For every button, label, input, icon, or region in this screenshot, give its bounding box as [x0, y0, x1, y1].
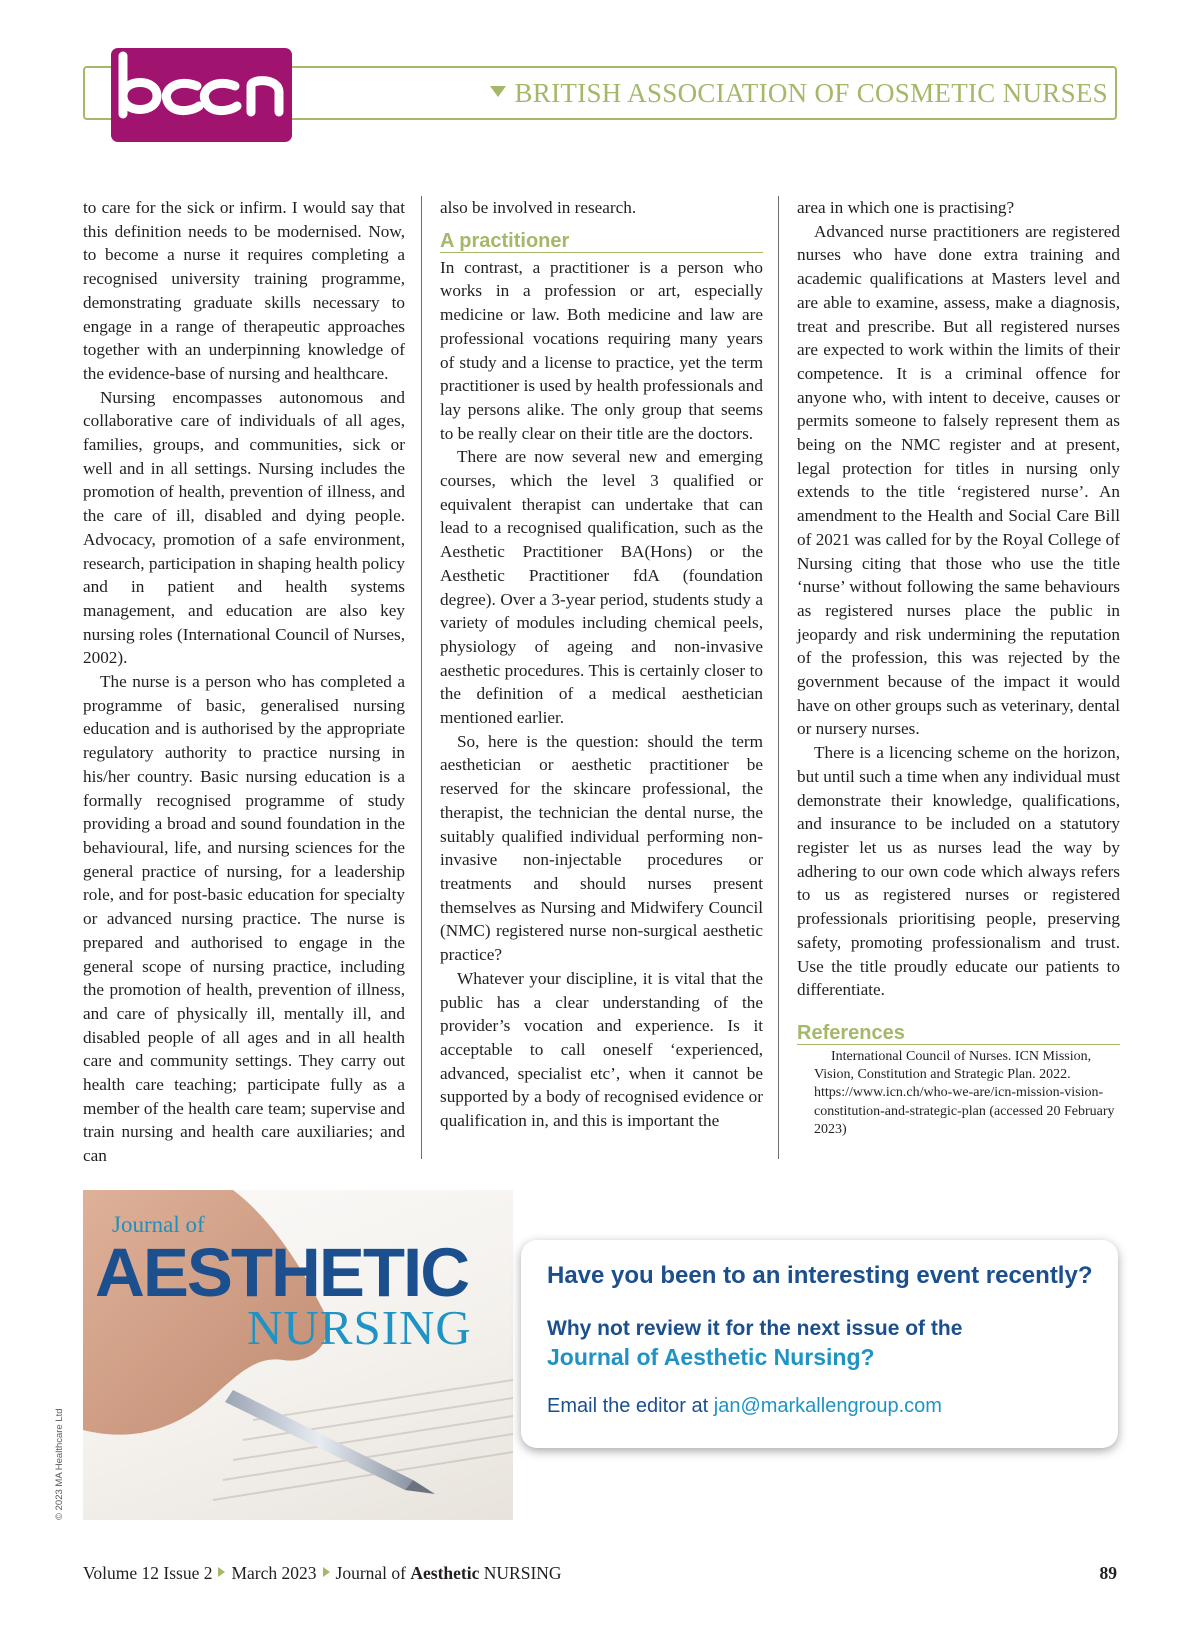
association-title [490, 78, 1109, 109]
article-column-3 [797, 196, 1120, 1139]
paragraph: to care for the sick or infirm. I would say that this definition needs to be modernised. Now, to become a nurse it requires completing a recognised university training programme, demonstrating graduate skills necessary to engage in a range of therapeutic approaches together with an underpinning knowledge of the evidence-base of nursing and healthcare. [83, 198, 405, 383]
journal-of-text: Journal of [112, 1212, 205, 1237]
footer-date: March 2023 [231, 1563, 317, 1583]
footer-journal-suffix: NURSING [479, 1563, 562, 1583]
triangle-down-icon [490, 86, 506, 97]
association-title-text: BRITISH ASSOCIATION OF COSMETIC NURSES [514, 78, 1108, 108]
footer-journal-prefix: Journal of [335, 1563, 411, 1583]
callout-why-not: Why not review it for the next issue of the [547, 1317, 963, 1340]
paragraph: area in which one is practising? [797, 198, 1015, 217]
page-footer [83, 1563, 562, 1584]
column-divider [421, 196, 422, 1159]
footer-volume: Volume 12 Issue 2 [83, 1563, 213, 1583]
section-heading-practitioner: A practitioner [440, 230, 763, 253]
callout-question: Have you been to an interesting event recently? [547, 1262, 1093, 1289]
footer-journal-bold: Aesthetic [410, 1563, 480, 1583]
paragraph: So, here is the question: should the term aesthetician or aesthetic practitioner be reserved for the skincare professional, the therapist, the technician the dental nurse, the suitably qualified individual performing non-invasive non-injectable procedures or treatments and should nurses present themselves as Nursing and Midwifery Council (NMC) registered nurse non-surgical aesthetic practice? [440, 731, 763, 965]
article-column-2 [440, 196, 763, 1133]
event-review-callout [521, 1240, 1118, 1448]
triangle-right-icon [218, 1567, 225, 1577]
paragraph: In contrast, a practitioner is a person who works in a profession or art, especially medicine or law. Both medicine and law are professional vocations requiring many years of study and a license to practice, yet the term practitioner is used by health professionals and lay persons alike. The only group that seems to be really clear on their title are the doctors. [440, 257, 763, 443]
copyright-notice: © 2023 MA Healthcare Ltd [54, 1408, 65, 1520]
paragraph: Whatever your discipline, it is vital that the public has a clear understanding of the provider’s vocation and experience. Is it acceptable to call oneself ‘experienced, advanced, specialist etc’, when it cannot be supported by a body of recognised evidence or qualification in, and this is important the [440, 968, 763, 1131]
paragraph: also be involved in research. [440, 198, 637, 217]
bacn-logo [111, 48, 292, 142]
callout-journal-name: Journal of Aesthetic Nursing? [547, 1344, 875, 1370]
reference-entry: International Council of Nurses. ICN Mission, Vision, Constitution and Strategic Plan. 2022. https://www.icn.ch/who-we-are/icn-mission-vision-constitution-and-strategic-plan (accessed 20 February 2023) [814, 1048, 1115, 1137]
callout-email-line [547, 1395, 942, 1418]
column-divider [778, 196, 779, 1159]
section-heading-references: References [797, 1022, 1120, 1045]
paragraph: Nursing encompasses autonomous and collaborative care of individuals of all ages, families, groups, and communities, sick or well and in all settings. Nursing includes the promotion of health, prevention of illness, and the care of ill, disabled and dying people. Advocacy, promotion of a safe environment, research, participation in shaping health policy and in patient and health systems management, and education are also key nursing roles (International Council of Nurses, 2002). [83, 387, 405, 668]
triangle-right-icon [323, 1567, 330, 1577]
editor-email-link[interactable]: jan@markallengroup.com [713, 1395, 942, 1417]
paragraph: Advanced nurse practitioners are registered nurses who have done extra training and academic qualifications at Masters level and are able to examine, assess, make a diagnosis, treat and prescribe. But all registered nurses are expected to work within the limits of their competence. It is a criminal offence for anyone who, with intent to deceive, causes or permits someone to falsely represent them as being on the NMC register and at present, legal protection for titles in nursing only extends to the title ‘registered nurse’. An amendment to the Health and Social Care Bill of 2021 was called for by the Royal College of Nursing citing that those who use the title ‘nurse’ without following the same behaviours as registered nurses place the public in jeopardy and risk undermining the reputation of the profession, this was rejected by the government because of the impact it would have on other groups such as veterinary, dental or nursery nurses. [797, 221, 1120, 739]
paragraph: The nurse is a person who has completed a programme of basic, generalised nursing education and is authorised by the appropriate regulatory authority to practice nursing in his/her country. Basic nursing education is a formally recognised programme of study providing a broad and sound foundation in the behavioural, life, and nursing sciences for the general practice of nursing, for a leadership role, and for post-basic education for specialty or advanced nursing practice. The nurse is prepared and authorised to engage in the general scope of nursing practice, including the promotion of health, prevention of illness, and care of physically ill, mentally ill, and disabled people of all ages and in all health care and community settings. They carry out health care teaching; participate fully as a member of the health care team; supervise and train nursing and health care auxiliaries; and can [83, 672, 405, 1166]
page-number: 89 [1099, 1563, 1117, 1583]
paragraph: There are now several new and emerging courses, which the level 3 qualified or equivalent therapist can undertake that can lead to a recognised qualification, such as the Aesthetic Practitioner BA(Hons) or the Aesthetic Practitioner fdA (foundation degree). Over a 3-year period, students study a variety of modules including chemical peels, physiology of ageing and non-invasive aesthetic procedures. This is certainly closer to the definition of a medical aesthetician mentioned earlier. [440, 447, 763, 728]
journal-title-aesthetic: AESTHETIC [95, 1234, 469, 1311]
article-column-1 [83, 196, 405, 1168]
paragraph: There is a licencing scheme on the horizon, but until such a time when any individual must demonstrate their knowledge, qualifications, and insurance to be included on a statutory register let us as nurses lead the way by adhering to our own code which always refers to us as registered nurses or registered professionals prioritising people, preserving safety, promoting professionalism and trust. Use the title proudly educate our patients to differentiate. [797, 743, 1120, 1000]
email-prefix: Email the editor at [547, 1395, 714, 1417]
journal-title-nursing: NURSING [247, 1300, 472, 1355]
